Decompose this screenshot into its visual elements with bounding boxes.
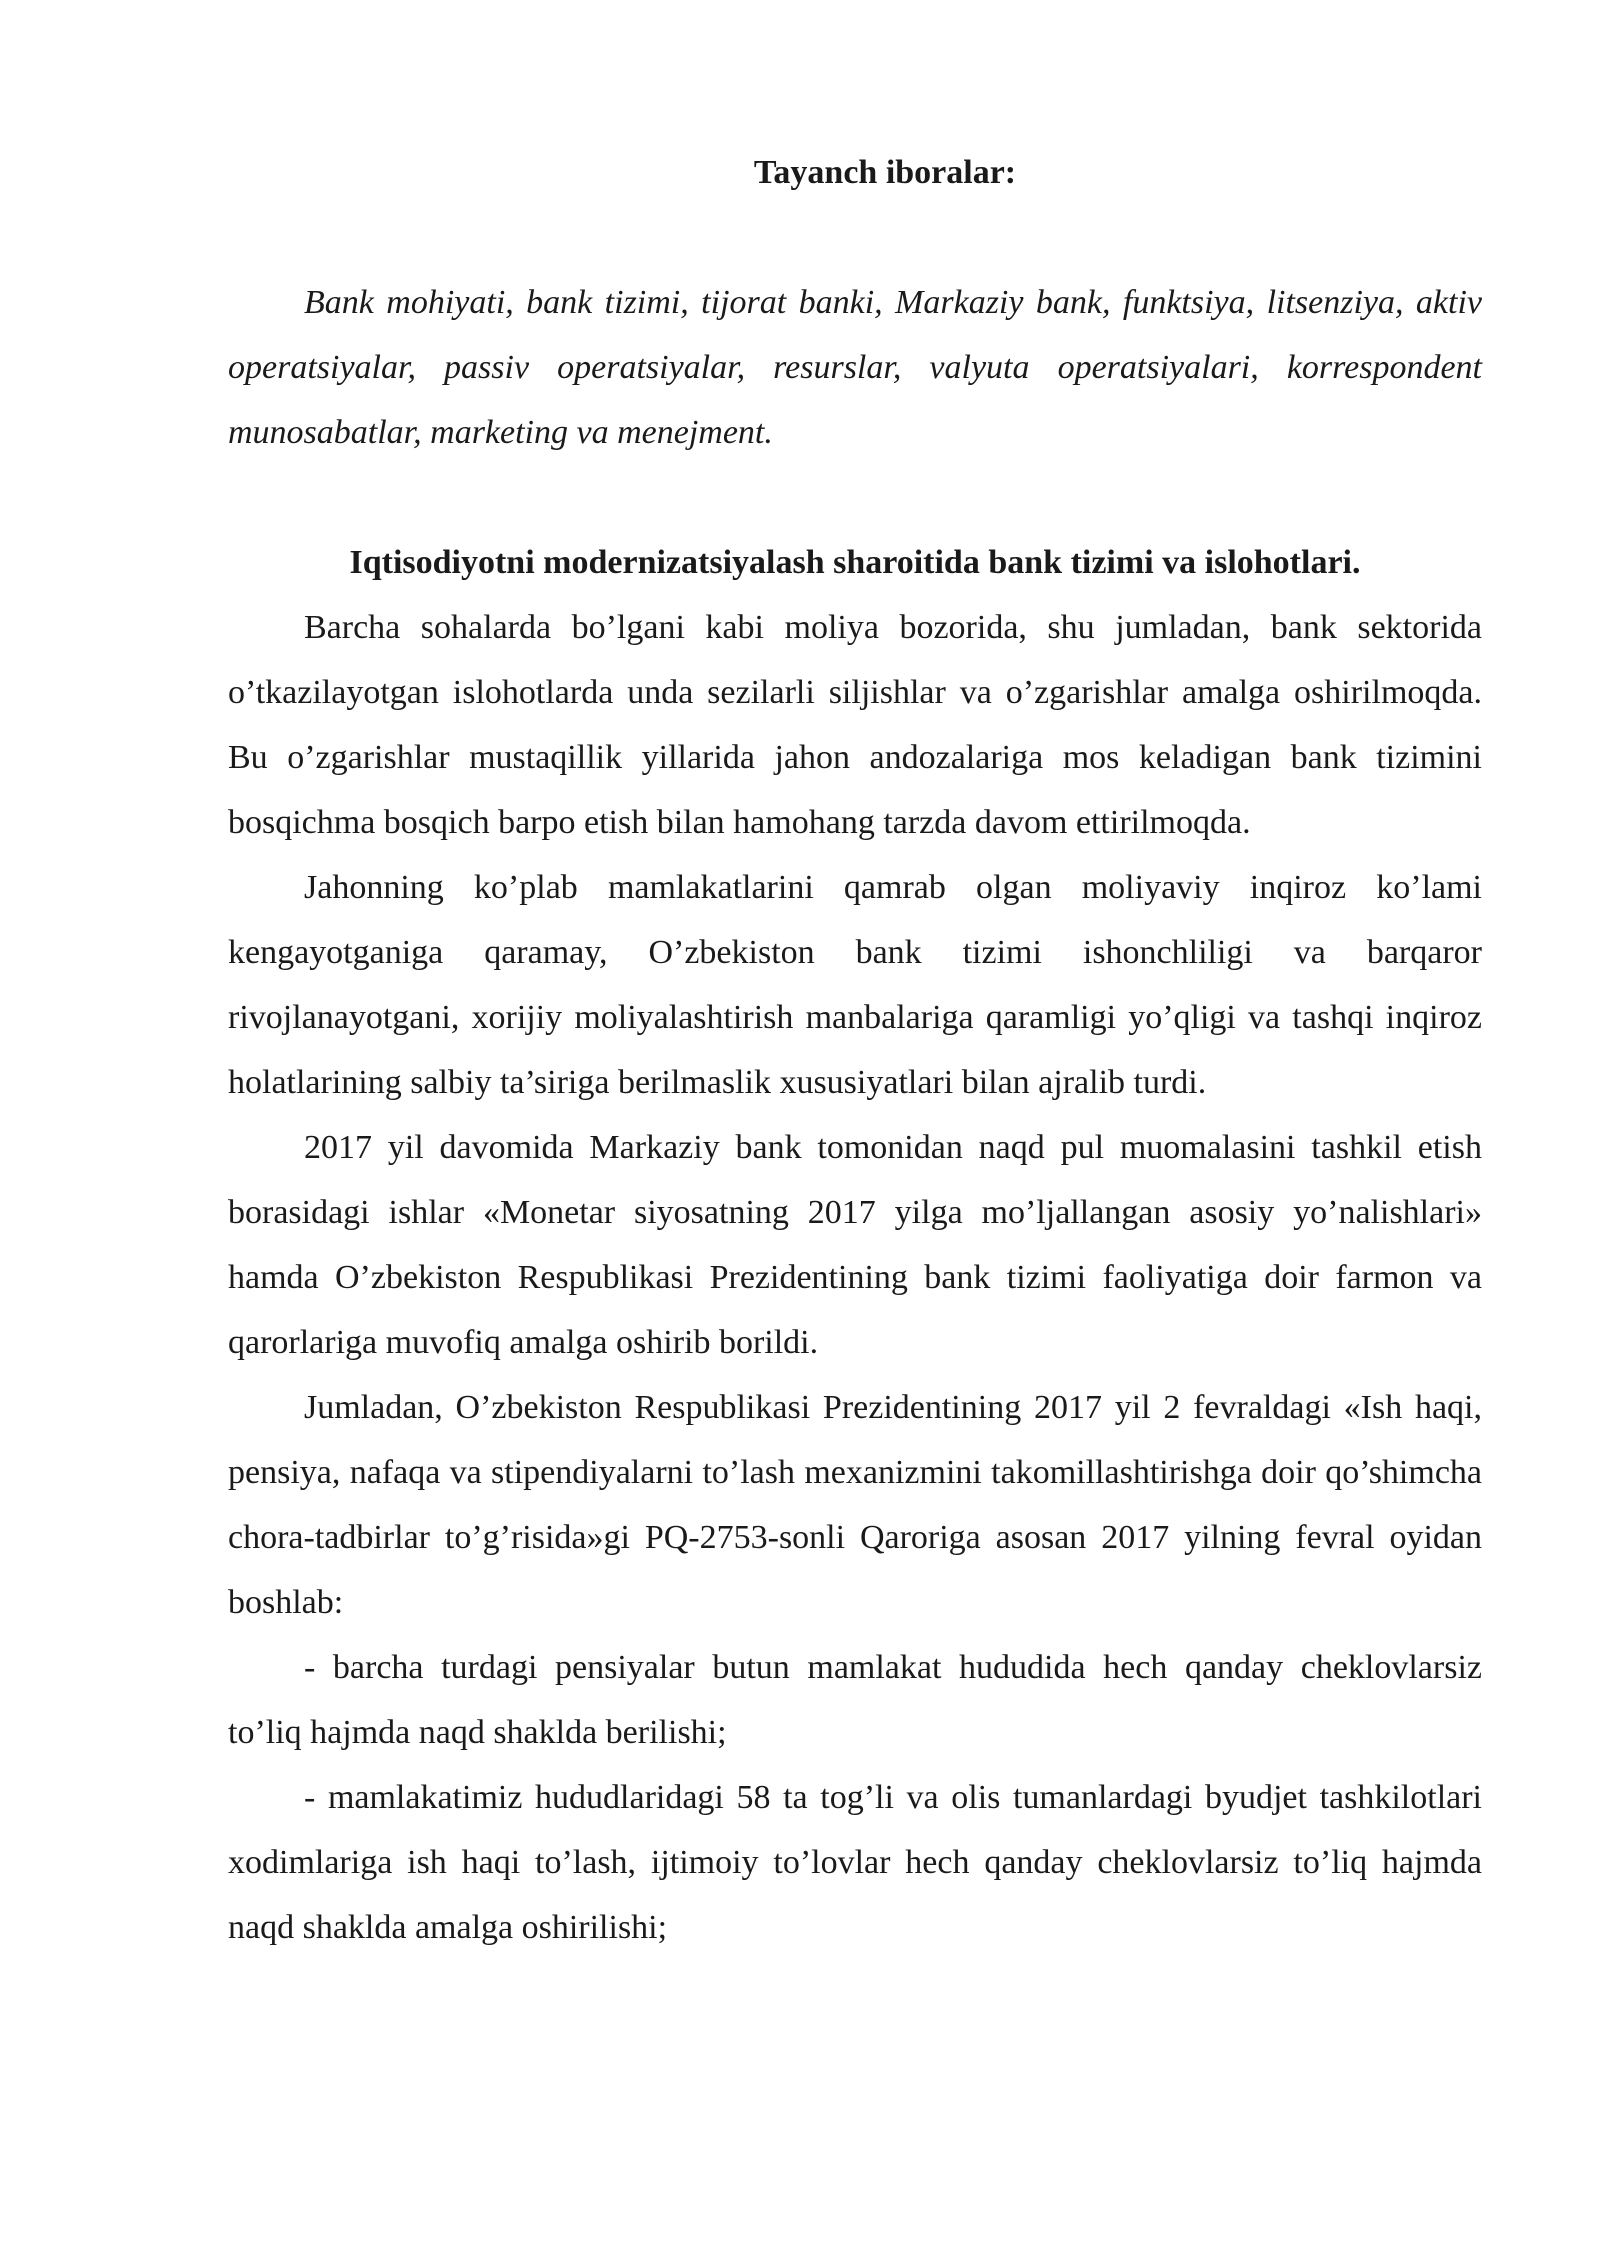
keywords-text: Bank mohiyati, bank tizimi, tijorat banki, Markaziy bank, funktsiya, litsenziya, aktiv operatsiyalar, passiv operatsiyalar, resurslar, valyuta operatsiyalari, korrespondent munosabatlar, marketing va menejment. bbox=[228, 284, 1482, 451]
paragraph: Barcha sohalarda bo’lgani kabi moliya bozorida, shu jumladan, bank sektorida o’tkazilayotgan islohotlarda unda sezilarli siljishlar va o’zgarishlar amalga oshirilmoqda. Bu o’zgarishlar mustaqillik yillarida jahon andozalariga mos keladigan bank tizimini bosqichma bosqich barpo etish bilan hamohang tarzda davom ettirilmoqda. bbox=[228, 609, 1482, 841]
document-page bbox=[228, 140, 1482, 1960]
paragraph: Jahonning ko’plab mamlakatlarini qamrab olgan moliyaviy inqiroz ko’lami kengayotganiga qaramay, O’zbekiston bank tizimi ishonchliligi va barqaror rivojlanayotgani, xorijiy moliyalashtirish manbalariga qaramligi yo’qligi va tashqi inqiroz holatlarining salbiy ta’siriga berilmaslik xususiyatlari bilan ajralib turdi. bbox=[228, 869, 1482, 1101]
list-item: - mamlakatimiz hududlaridagi 58 ta tog’li va olis tumanlardagi byudjet tashkilotlari xodimlariga ish haqi to’lash, ijtimoiy to’lovlar hech qanday cheklovlarsiz to’liq hajmda naqd shaklda amalga oshirilishi; bbox=[228, 1779, 1482, 1946]
paragraph: 2017 yil davomida Markaziy bank tomonidan naqd pul muomalasini tashkil etish borasidagi ishlar «Monetar siyosatning 2017 yilga mo’ljallangan asosiy yo’nalishlari» hamda O’zbekiston Respublikasi Prezidentining bank tizimi faoliyatiga doir farmon va qarorlariga muvofiq amalga oshirib borildi. bbox=[228, 1129, 1482, 1361]
list-item: - barcha turdagi pensiyalar butun mamlakat hududida hech qanday cheklovlarsiz to’liq hajmda naqd shaklda berilishi; bbox=[228, 1649, 1482, 1751]
paragraph: Jumladan, O’zbekiston Respublikasi Prezidentining 2017 yil 2 fevraldagi «Ish haqi, pensiya, nafaqa va stipendiyalarni to’lash mexanizmini takomillashtirishga doir qo’shimcha chora-tadbirlar to’g’risida»gi PQ-2753-sonli Qaroriga asosan 2017 yilning fevral oyidan boshlab: bbox=[228, 1389, 1482, 1621]
keywords-heading: Tayanch iboralar: bbox=[753, 154, 1017, 191]
section-heading: Iqtisodiyotni modernizatsiyalash sharoitida bank tizimi va islohotlari. bbox=[349, 544, 1361, 581]
